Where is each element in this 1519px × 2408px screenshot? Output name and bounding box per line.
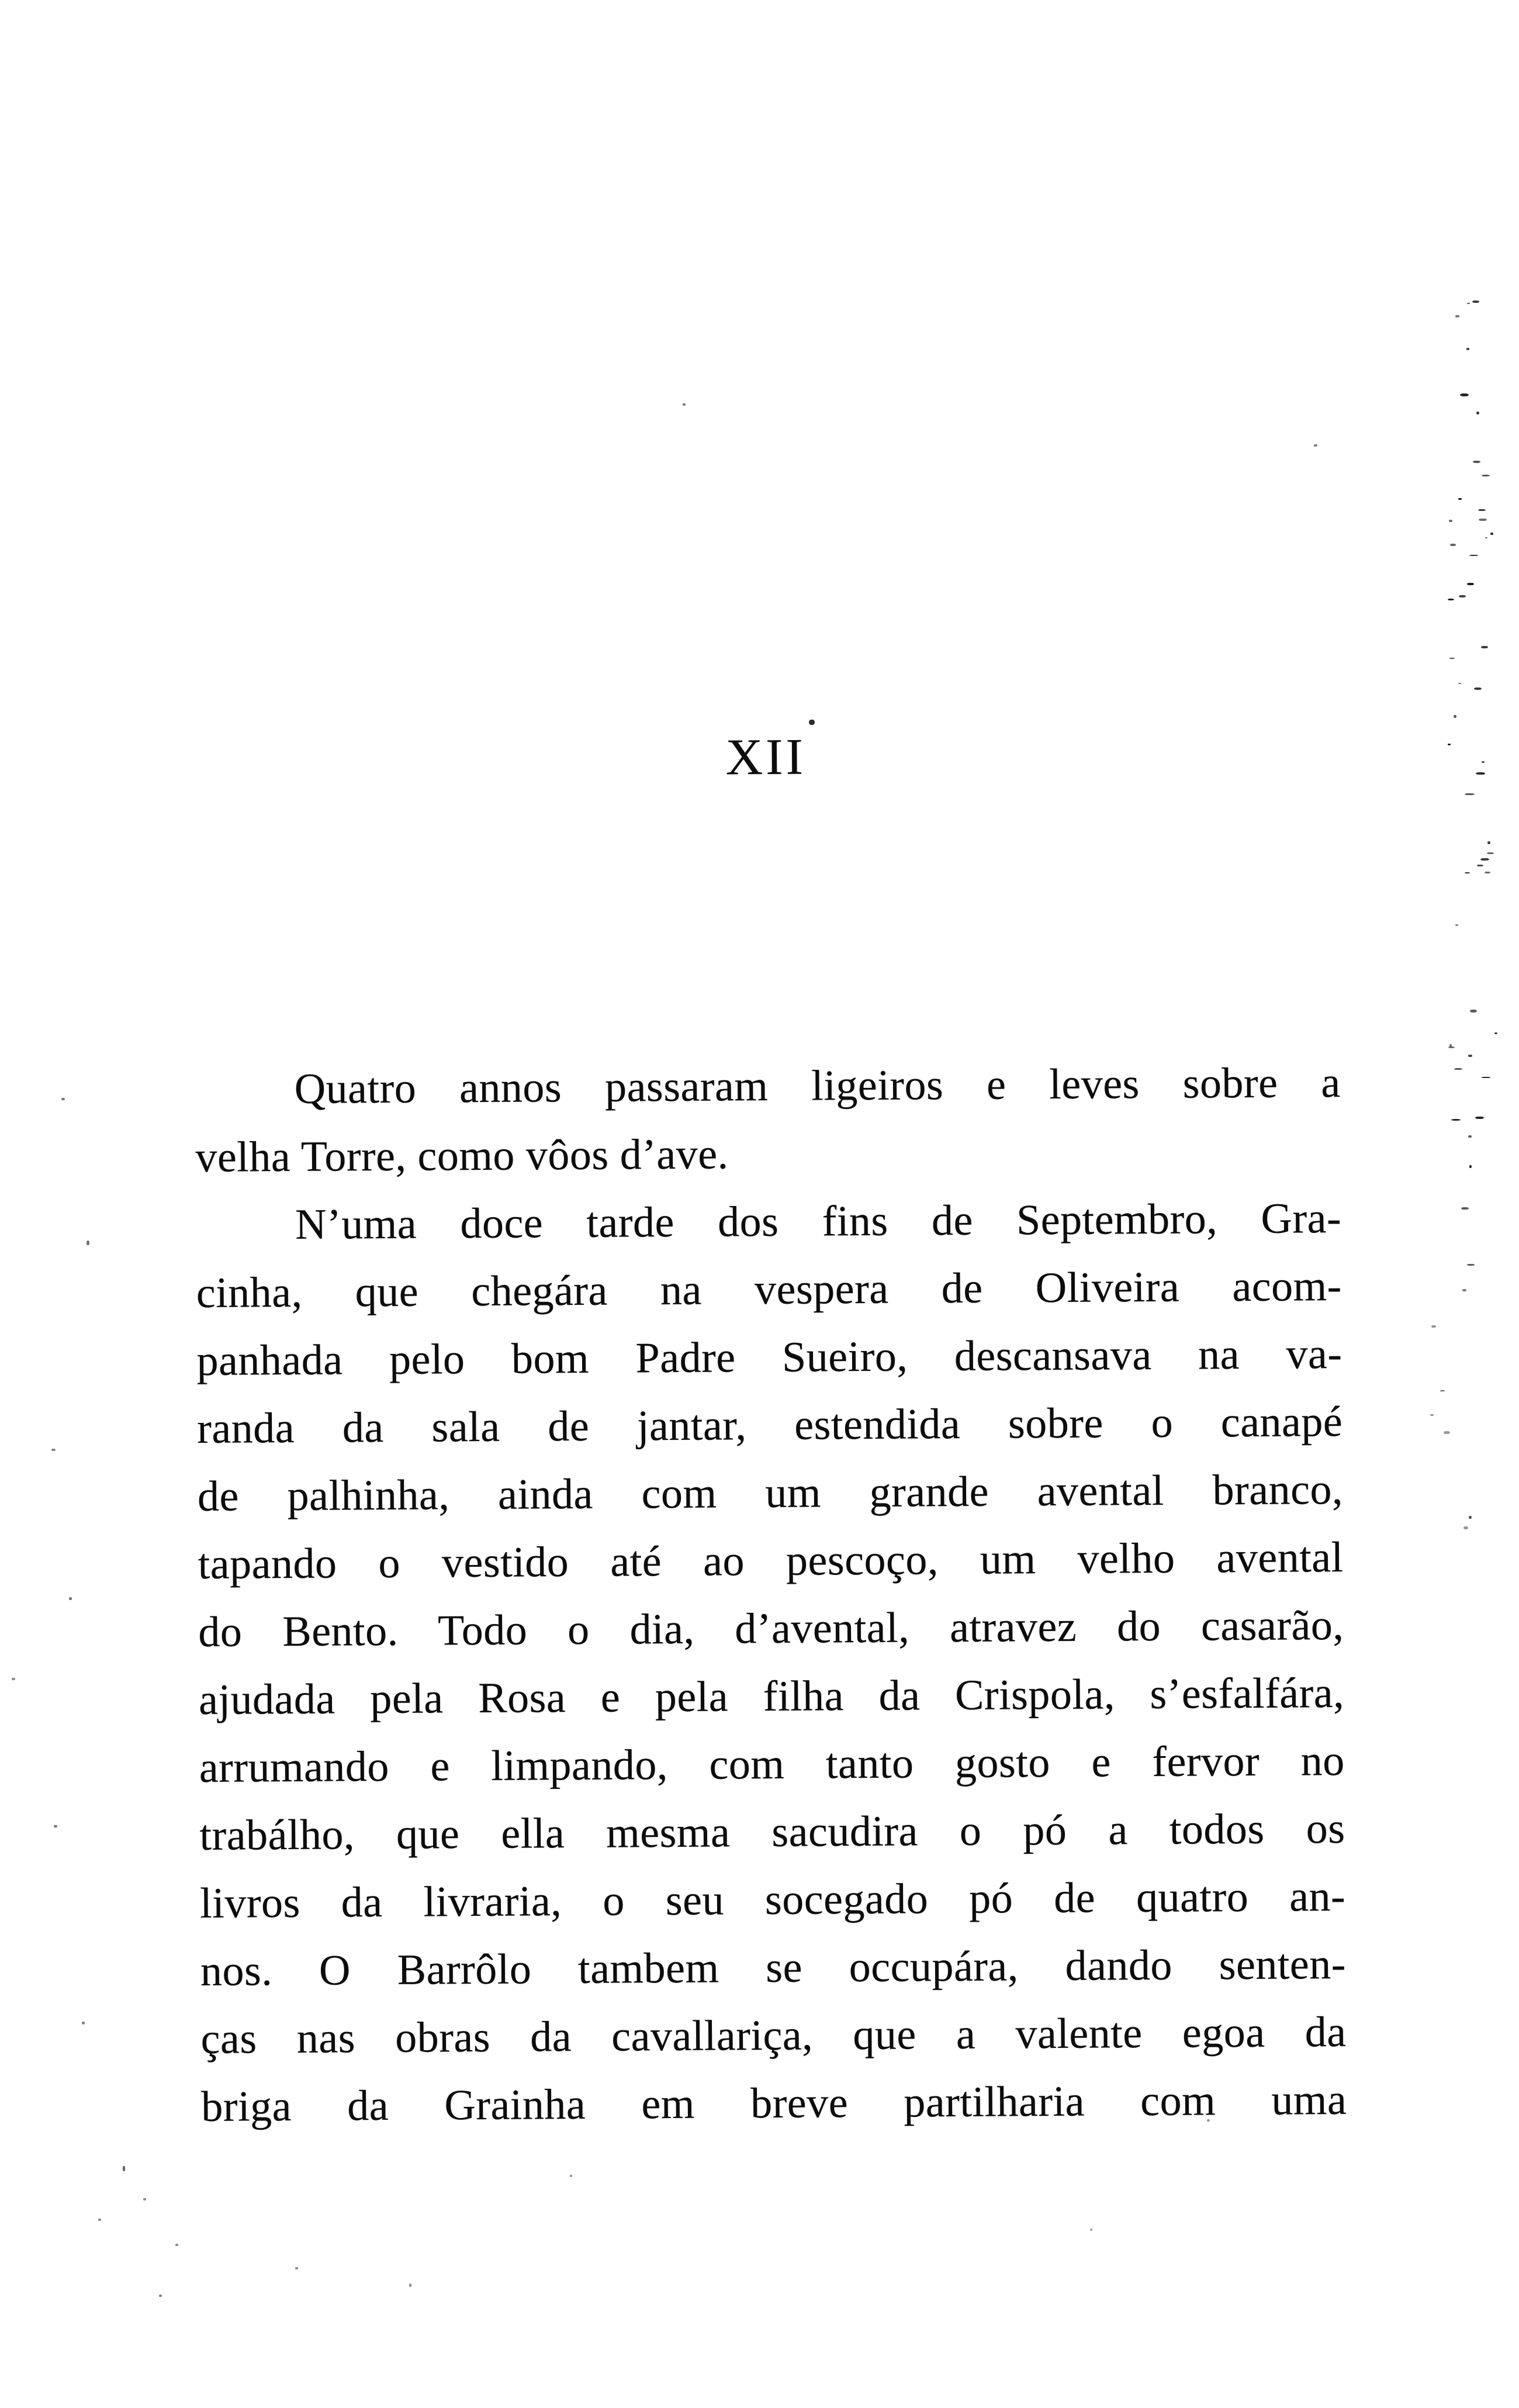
scan-speck [1494, 1032, 1497, 1034]
scan-speck [1448, 599, 1454, 600]
scan-speck [1431, 1325, 1436, 1328]
scan-speck [1090, 2229, 1092, 2231]
text-line: trabálho, que ella mesma sacudira o pó a todos os [199, 1804, 1345, 1860]
scan-speck [1458, 498, 1461, 500]
scan-speck [570, 2175, 572, 2177]
text-line: tapando o vestido até ao pescoço, um velho avental [198, 1533, 1344, 1588]
scan-speck [1481, 773, 1485, 775]
text-line: panhada pelo bom Padre Sueiro, descansava na va- [196, 1329, 1342, 1385]
scan-speck [1467, 303, 1470, 304]
scan-speck [1485, 872, 1490, 873]
scan-speck [1469, 1165, 1472, 1168]
text-line: Quatro annos passaram ligeiros e leves sobre a [294, 1059, 1341, 1113]
scan-speck [1482, 475, 1490, 476]
scan-speck [1465, 793, 1475, 795]
scan-speck [1440, 1390, 1445, 1391]
scan-speck [1477, 865, 1483, 866]
scan-speck [1475, 1117, 1484, 1120]
scan-speck [809, 720, 815, 725]
scan-speck [51, 1449, 56, 1451]
scan-speck [1314, 444, 1317, 447]
scan-speck [143, 2198, 146, 2200]
text-line: velha Torre, como vôos d’ave. [195, 1130, 729, 1181]
scan-speck [1472, 300, 1479, 303]
text-line: randa da sala de jantar, estendida sobre o canapé [197, 1397, 1343, 1453]
scan-speck [1480, 858, 1489, 861]
scan-speck [1460, 393, 1469, 396]
paragraph [195, 1049, 1341, 1191]
text-line: N’uma doce tarde dos fins de Septembro, Gra- [295, 1194, 1342, 1249]
scan-speck [123, 2166, 125, 2171]
scan-speck [1485, 537, 1488, 539]
text-line: arrumando e limpando, com tanto gosto e fervor no [199, 1736, 1345, 1792]
scan-speck [1470, 1010, 1477, 1013]
scan-speck [1451, 1119, 1461, 1121]
scan-speck [1478, 509, 1486, 511]
scan-speck [1482, 1077, 1490, 1079]
scan-speck [1469, 1516, 1471, 1519]
scan-speck [1454, 1068, 1462, 1070]
scan-speck [1455, 924, 1459, 926]
scan-speck [1459, 595, 1466, 597]
scan-speck [1487, 841, 1490, 844]
scan-speck [1481, 646, 1488, 648]
scan-speck [1482, 761, 1485, 762]
scan-speck [1469, 555, 1478, 556]
page-content [193, 728, 1347, 2141]
scan-speck [409, 2283, 411, 2287]
scan-speck [98, 2219, 101, 2221]
scan-speck [1468, 1055, 1472, 1057]
scan-speck [1448, 744, 1450, 745]
scan-speck [1466, 348, 1469, 351]
scan-speck [1476, 412, 1479, 414]
paragraph [196, 1184, 1347, 2141]
scan-speck [12, 1678, 15, 1680]
scan-speck [1490, 533, 1493, 535]
scan-speck [295, 2267, 298, 2269]
scan-speck [1207, 2119, 1210, 2122]
scan-speck [1465, 872, 1470, 873]
scan-speck [159, 2295, 162, 2297]
scan-speck [1450, 544, 1456, 546]
scan-speck [1467, 1264, 1475, 1266]
scan-speck [61, 1098, 65, 1100]
text-line: ajudada pela Rosa e pela filha da Crispola, s’esfalfára, [198, 1668, 1345, 1724]
scan-speck [1479, 519, 1487, 521]
text-line: nos. O Barrôlo tambem se occupára, dando senten- [200, 1940, 1347, 1995]
body-text [195, 1049, 1347, 2141]
scan-speck [1474, 687, 1482, 690]
scan-speck [1448, 1046, 1455, 1048]
scan-speck [1458, 683, 1461, 684]
scan-speck [1430, 1414, 1434, 1416]
text-line: cinha, que chegára na vespera de Oliveira acom- [196, 1262, 1342, 1317]
scan-speck [1463, 1526, 1468, 1529]
scan-speck [1468, 1135, 1472, 1138]
scan-speck [1462, 1289, 1466, 1291]
scan-speck [69, 1597, 72, 1600]
scan-speck [54, 1825, 57, 1827]
scan-speck [683, 403, 686, 406]
scan-speck [1449, 658, 1455, 659]
scan-speck [1487, 852, 1494, 854]
scan-speck [1455, 315, 1459, 317]
scan-speck [86, 1241, 89, 1245]
text-line: do Bento. Todo o dia, d’avental, atravez do casarão, [198, 1601, 1344, 1656]
chapter-heading: XII [725, 728, 807, 786]
scan-speck [175, 2244, 178, 2246]
scan-speck [82, 2022, 85, 2024]
scan-speck [1449, 520, 1452, 521]
text-line: livros da livraria, o seu socegado pó de quatro an- [199, 1872, 1346, 1927]
text-line: de palhinha, ainda com um grande avental branco, [197, 1465, 1344, 1521]
scan-speck [1454, 715, 1456, 718]
scan-speck [1467, 583, 1474, 585]
scan-speck [1473, 461, 1481, 463]
text-line: briga da Grainha em breve partilharia com uma [201, 2075, 1347, 2131]
text-line: ças nas obras da cavallariça, que a valente egoa da [200, 2008, 1347, 2063]
scan-speck [1444, 1431, 1449, 1434]
scan-speck [1461, 1207, 1469, 1210]
